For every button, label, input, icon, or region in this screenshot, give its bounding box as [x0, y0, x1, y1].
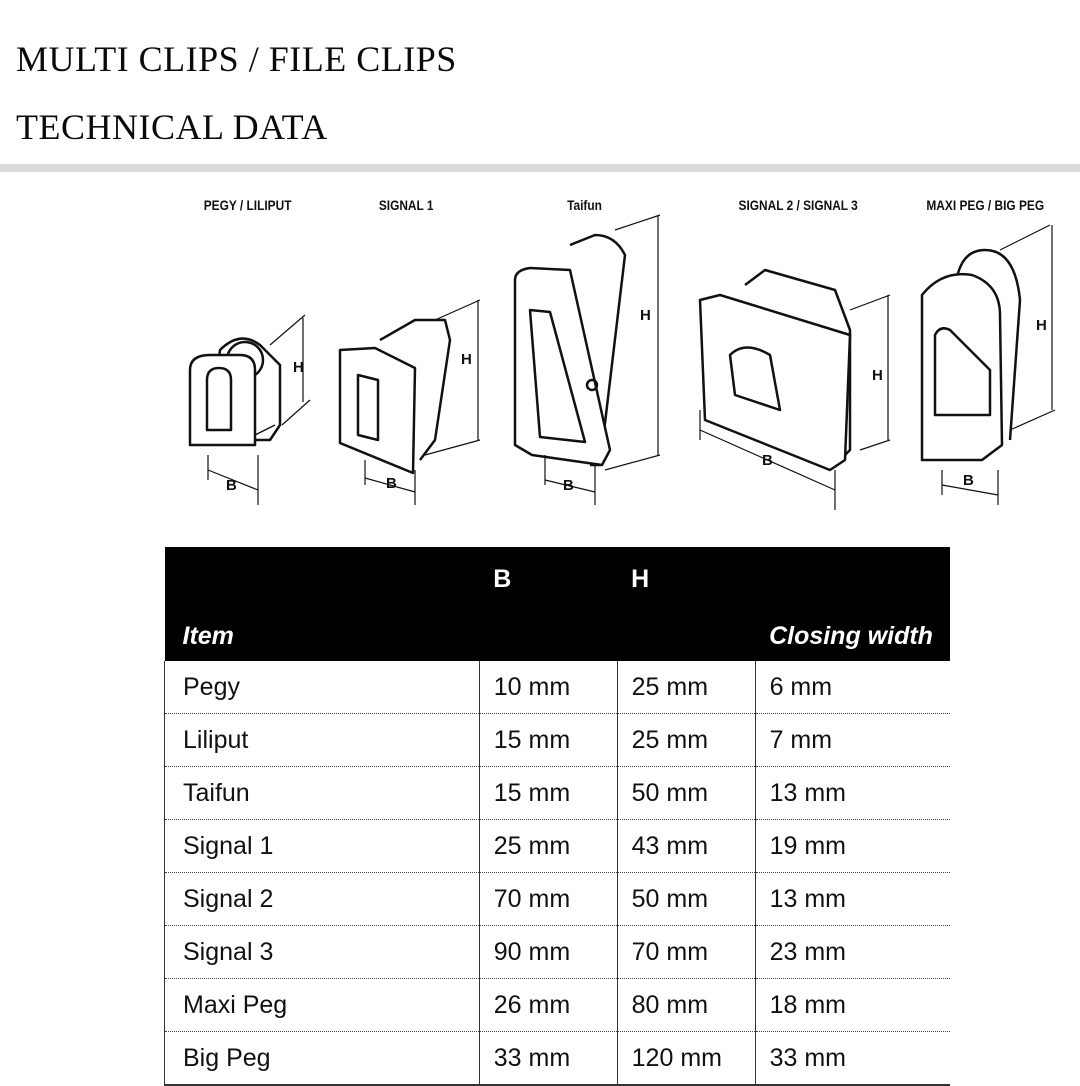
cell-h: 80 mm [617, 979, 755, 1032]
maxipeg-h-label: H [1036, 317, 1047, 334]
cell-h: 25 mm [617, 661, 755, 714]
cell-h: 50 mm [617, 873, 755, 926]
cell-closing-width: 13 mm [755, 873, 950, 926]
header-h: H [617, 547, 755, 661]
signal1-diagram [340, 300, 480, 505]
table-row [165, 767, 951, 820]
diagram-label-taifun: Taifun [567, 197, 602, 213]
cell-closing-width: 6 mm [755, 661, 950, 714]
table-row [165, 820, 951, 873]
cell-h: 50 mm [617, 767, 755, 820]
pegy-b-label: B [226, 477, 237, 494]
technical-data-table [164, 547, 950, 1086]
title-line-2: TECHNICAL DATA [16, 107, 328, 147]
cell-h: 70 mm [617, 926, 755, 979]
cell-item: Taifun [165, 767, 480, 820]
maxipeg-b-label: B [963, 472, 974, 489]
cell-b: 70 mm [479, 873, 617, 926]
diagram-label-pegy: PEGY / LILIPUT [203, 197, 292, 213]
cell-item: Liliput [165, 714, 480, 767]
cell-item: Big Peg [165, 1032, 480, 1086]
cell-h: 120 mm [617, 1032, 755, 1086]
header-item: Item [165, 547, 480, 661]
cell-b: 15 mm [479, 767, 617, 820]
table-row [165, 873, 951, 926]
diagram-label-signal1: SIGNAL 1 [378, 197, 434, 213]
signal23-diagram [700, 270, 890, 510]
cell-h: 43 mm [617, 820, 755, 873]
cell-item: Signal 3 [165, 926, 480, 979]
cell-item: Signal 2 [165, 873, 480, 926]
cell-item: Signal 1 [165, 820, 480, 873]
cell-closing-width: 18 mm [755, 979, 950, 1032]
signal23-b-label: B [762, 452, 773, 469]
pegy-diagram [190, 315, 310, 505]
table-row [165, 979, 951, 1032]
taifun-h-label: H [640, 307, 651, 324]
cell-b: 15 mm [479, 714, 617, 767]
header-closing-width: Closing width [755, 547, 950, 661]
cell-b: 33 mm [479, 1032, 617, 1086]
cell-b: 10 mm [479, 661, 617, 714]
table-row [165, 926, 951, 979]
cell-b: 25 mm [479, 820, 617, 873]
cell-closing-width: 33 mm [755, 1032, 950, 1086]
header-b: B [479, 547, 617, 661]
divider-band [0, 164, 1080, 172]
signal23-h-label: H [872, 367, 883, 384]
diagram-label-signal23: SIGNAL 2 / SIGNAL 3 [738, 197, 858, 213]
taifun-b-label: B [563, 477, 574, 494]
maxipeg-diagram [922, 225, 1055, 505]
cell-closing-width: 13 mm [755, 767, 950, 820]
cell-b: 26 mm [479, 979, 617, 1032]
table-row [165, 714, 951, 767]
table-row [165, 1032, 951, 1086]
signal1-h-label: H [461, 351, 472, 368]
title-line-1: MULTI CLIPS / FILE CLIPS [16, 39, 457, 79]
cell-h: 25 mm [617, 714, 755, 767]
taifun-diagram [515, 215, 660, 505]
cell-closing-width: 23 mm [755, 926, 950, 979]
diagram-label-maxipeg: MAXI PEG / BIG PEG [926, 197, 1045, 213]
cell-b: 90 mm [479, 926, 617, 979]
cell-item: Maxi Peg [165, 979, 480, 1032]
cell-item: Pegy [165, 661, 480, 714]
cell-closing-width: 7 mm [755, 714, 950, 767]
signal1-b-label: B [386, 475, 397, 492]
clip-diagrams [0, 210, 1080, 520]
table-row [165, 661, 951, 714]
cell-closing-width: 19 mm [755, 820, 950, 873]
pegy-h-label: H [293, 359, 304, 376]
